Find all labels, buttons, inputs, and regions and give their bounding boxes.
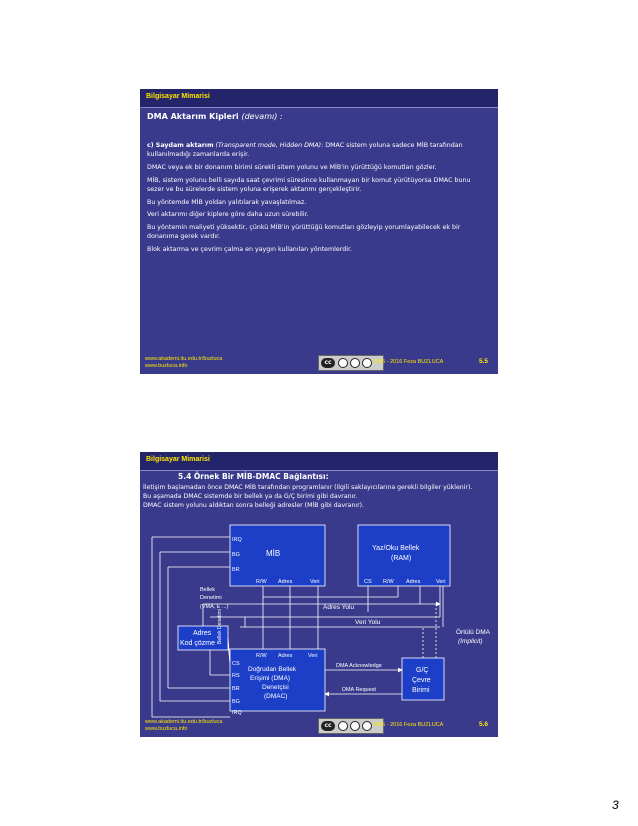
implicit-sublabel: (Implicit) (458, 638, 483, 645)
heading-continued: (devamı) : (241, 112, 283, 121)
header-title: Bilgisayar Mimarisi (146, 93, 210, 100)
footer-urls (145, 356, 222, 370)
dmac-label-4: (DMAC) (264, 693, 288, 700)
bellek-denetimi-label-2: Denetimi (200, 595, 222, 601)
header-divider (140, 107, 498, 108)
irq-label: IRQ (232, 537, 242, 543)
paragraph: DMAC veya ek bir donanım birimi sürekli sitem yolunu ve MİB'in yürüttüğü komutları gözler. (147, 163, 437, 171)
dmac-rs-label: RS (232, 673, 240, 679)
footer-copyright: 2005 - 2016 Feza BUZLUCA (373, 722, 444, 728)
ram-cs-label: CS (364, 579, 372, 585)
dmac-br-label: BR (232, 686, 240, 692)
cpu-adres-label: Adres (278, 579, 293, 585)
dmac-label-3: Denetçisi (262, 684, 289, 691)
slide-number: 5.5 (478, 358, 488, 365)
implicit-label: Örtülü DMA (456, 629, 490, 636)
paragraph: Bu yöntemde MİB yoldan yalıtılarak yavaşlatılmaz. (147, 198, 307, 206)
footer-url: www.buzluca.info (145, 726, 188, 732)
dmac-irq-label: IRQ (232, 710, 242, 716)
p1-rest: : DMAC sistem yoluna sadece MİB tarafından kullanılmadığı zamanlarda erişir. (147, 142, 463, 159)
slide-body (147, 141, 487, 258)
slide-footer (140, 709, 498, 737)
dmac-rw-label: R/W (256, 653, 267, 659)
header-title: Bilgisayar Mimarisi (146, 456, 210, 463)
p1-italic: (Transparent mode, Hidden DMA) (215, 142, 322, 149)
paragraph (147, 141, 487, 159)
dmac-label-2: Erişimi (DMA) (250, 675, 291, 682)
ram-sublabel: (RAM) (391, 555, 412, 562)
footer-url: www.akademi.itu.edu.tr/buzluca (145, 719, 223, 725)
cc-license-icon: cc (318, 718, 384, 734)
p1-label: c) Saydam aktarım (147, 142, 214, 149)
ram-adres-label: Adres (406, 579, 421, 585)
ram-label: Yaz/Oku Bellek (372, 545, 420, 552)
dmac-label: Doğrudan Bellek (248, 666, 297, 673)
adres-yolu-label: Adres Yolu (323, 604, 355, 611)
paragraph: Bu aşamada DMAC sistemde bir bellek ya da G/Ç birimi gibi davranır. (143, 493, 358, 500)
veri-yolu-label: Veri Yolu (355, 619, 381, 626)
bg-label: BG (232, 552, 240, 558)
br-label: BR (232, 567, 240, 573)
dma-connection-diagram (140, 452, 498, 737)
paragraph: İletişim başlamadan önce DMAC MİB tarafından programlanır (ilgili saklayıcılarına gerekli bilgiler yüklenir). (143, 484, 473, 491)
paragraph: Bu yöntemin maliyeti yüksektir, çünkü MİB'in yürüttüğü komutları gözleyip yorumlayabilecek ek bir donanıma gerek vardır. (147, 223, 461, 241)
slide-footer (140, 346, 498, 374)
page-number: 3 (612, 798, 619, 812)
decoder-label: Adres (193, 630, 212, 637)
slide-5-5 (140, 89, 498, 374)
footer-copyright: 2005 - 2016 Feza BUZLUCA (373, 359, 444, 365)
io-label: G/Ç (416, 667, 429, 674)
dma-req-label: DMA Request (342, 687, 376, 693)
dmac-bg-label: BG (232, 699, 240, 705)
cpu-rw-label: R/W (256, 579, 267, 585)
bellek-denetimi-label-3: (VMA, E ...) (200, 604, 229, 610)
ram-rw-label: R/W (383, 579, 394, 585)
footer-url: www.buzluca.info (145, 363, 188, 369)
cc-license-icon: cc (318, 355, 384, 371)
cpu-veri-label: Veri (310, 579, 320, 585)
dmac-adres-label: Adres (278, 653, 293, 659)
slide-heading: 5.4 Örnek Bir MİB-DMAC Bağlantısı: (178, 472, 329, 481)
slide-heading (147, 112, 283, 121)
paragraph: DMAC sistem yolunu aldıktan sonra belleği adresler (MİB gibi davranır). (143, 502, 365, 509)
vertical-bellek-denetimi: Bellek Denetimi (217, 609, 223, 644)
footer-urls (145, 719, 222, 733)
paragraph: Veri aktarımı diğer kiplere göre daha uzun sürebilir. (147, 211, 309, 219)
paragraph: Blok aktarma ve çevrim çalma en yaygın kullanılan yöntemlerdir. (147, 245, 353, 253)
io-label-3: Birimi (412, 687, 430, 694)
slide-number: 5.6 (478, 721, 488, 728)
cpu-label: MİB (266, 549, 281, 558)
io-label-2: Çevre (412, 677, 431, 684)
slide-header (140, 89, 498, 107)
heading-text: DMA Aktarım Kipleri (147, 112, 239, 121)
ram-veri-label: Veri (436, 579, 446, 585)
dmac-veri-label: Veri (308, 653, 318, 659)
dmac-cs-label: CS (232, 661, 240, 667)
dma-ack-label: DMA Acknowledge (336, 663, 382, 669)
slide-5-6 (140, 452, 498, 737)
decoder-label-2: Kod çözme (180, 640, 216, 647)
paragraph: MİB, sistem yolunu belli sayıda saat çevrimi süresince kullanmayan bir komut yürütüyorsa DMAC bunu sezer ve bu sürelerde sistem yoluna erişerek aktarımı gerçekleştirir. (147, 176, 471, 193)
footer-url: www.akademi.itu.edu.tr/buzluca (145, 356, 223, 362)
bellek-denetimi-label: Bellek (200, 587, 215, 593)
